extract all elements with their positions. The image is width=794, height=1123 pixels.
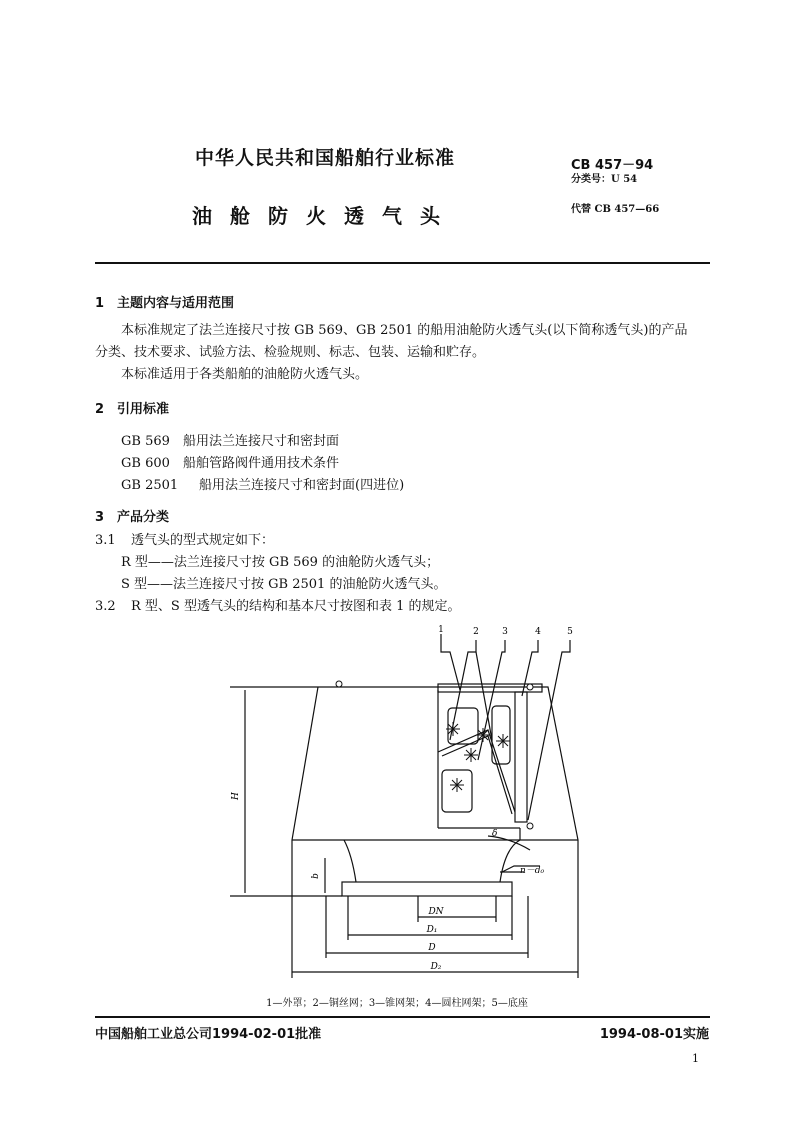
- dim-h-label: H: [231, 792, 241, 800]
- cylinder-mesh-frame: [515, 692, 527, 822]
- dim-d-label: D: [428, 943, 436, 953]
- reference-code: GB 569: [121, 434, 170, 449]
- dim-holes-label: n－d₀: [520, 866, 545, 876]
- reference-title: 船用法兰连接尺寸和密封面(四进位): [199, 478, 405, 493]
- section-title: 引用标准: [117, 402, 170, 417]
- document-title: 油舱防火透气头: [192, 204, 458, 228]
- effective-date: 1994-08-01实施: [599, 1027, 709, 1042]
- dim-d1-label: D₁: [426, 925, 438, 935]
- lifting-lug: [336, 681, 342, 687]
- neck-curve-left: [344, 840, 356, 882]
- page-number: 1: [692, 1052, 699, 1065]
- callout-3: 3: [502, 627, 508, 637]
- clause-number: 3.1: [95, 533, 116, 548]
- callout-5: 5: [567, 627, 573, 637]
- callout-2: 2: [473, 627, 479, 637]
- section-number: 1: [95, 296, 105, 311]
- section-number: 2: [95, 402, 105, 417]
- reference-code: GB 2501: [121, 478, 179, 493]
- clause-text: R 型、S 型透气头的结构和基本尺寸按图和表 1 的规定。: [131, 599, 461, 614]
- footer-rule: [95, 1016, 710, 1018]
- leader-5: [528, 640, 570, 820]
- figure-caption: 1—外罩；2—铜丝网；3—锥网架；4—圆柱网架；5—底座: [266, 998, 528, 1009]
- paragraph: 本标准规定了法兰连接尺寸按 GB 569、GB 2501 的船用油舱防火透气头(以下简称透气头)的产品: [121, 323, 688, 338]
- dim-delta-label: δ: [492, 829, 498, 839]
- cone-mesh-frame-inner: [442, 736, 512, 814]
- callout-1: 1: [438, 625, 444, 635]
- approval-line: 中国船舶工业总公司1994-02-01批准: [95, 1027, 322, 1042]
- reference-title: 船舶管路阀件通用技术条件: [183, 456, 340, 471]
- replaces-standard: 代替 CB 457—66: [571, 204, 660, 215]
- dim-d2-label: D₂: [430, 962, 442, 972]
- dim-b-label: b: [311, 873, 321, 879]
- outer-hood-left-edge: [292, 687, 318, 978]
- header-organization: 中华人民共和国船舶行业标准: [195, 147, 456, 169]
- leader-2: [450, 640, 476, 740]
- dim-dn-label: DN: [428, 907, 444, 917]
- top-plate: [438, 684, 542, 692]
- bolt-head: [527, 684, 533, 690]
- paragraph: 分类、技术要求、试验方法、检验规则、标志、包装、运输和贮存。: [95, 345, 486, 360]
- classification-number: 分类号：U 54: [571, 174, 638, 185]
- bolt-head: [527, 823, 533, 829]
- window-right: [492, 706, 510, 764]
- neck-curve-right: [500, 828, 520, 882]
- paragraph: 本标准适用于各类船舶的油舱防火透气头。: [121, 367, 369, 382]
- section-number: 3: [95, 510, 105, 525]
- reference-title: 船用法兰连接尺寸和密封面: [183, 434, 340, 449]
- base-flange: [342, 882, 512, 896]
- standard-code: CB 457－94: [571, 158, 654, 173]
- section-title: 主题内容与适用范围: [117, 296, 235, 311]
- callout-4: 4: [535, 627, 541, 637]
- clause-line: S 型——法兰连接尺寸按 GB 2501 的油舱防火透气头。: [121, 577, 447, 592]
- clause-number: 3.2: [95, 599, 116, 614]
- clause-text: 透气头的型式规定如下：: [131, 533, 275, 548]
- leader-1: [441, 634, 460, 690]
- clause-line: R 型——法兰连接尺寸按 GB 569 的油舱防火透气头；: [121, 555, 440, 570]
- section-title: 产品分类: [117, 510, 170, 525]
- reference-code: GB 600: [121, 456, 170, 471]
